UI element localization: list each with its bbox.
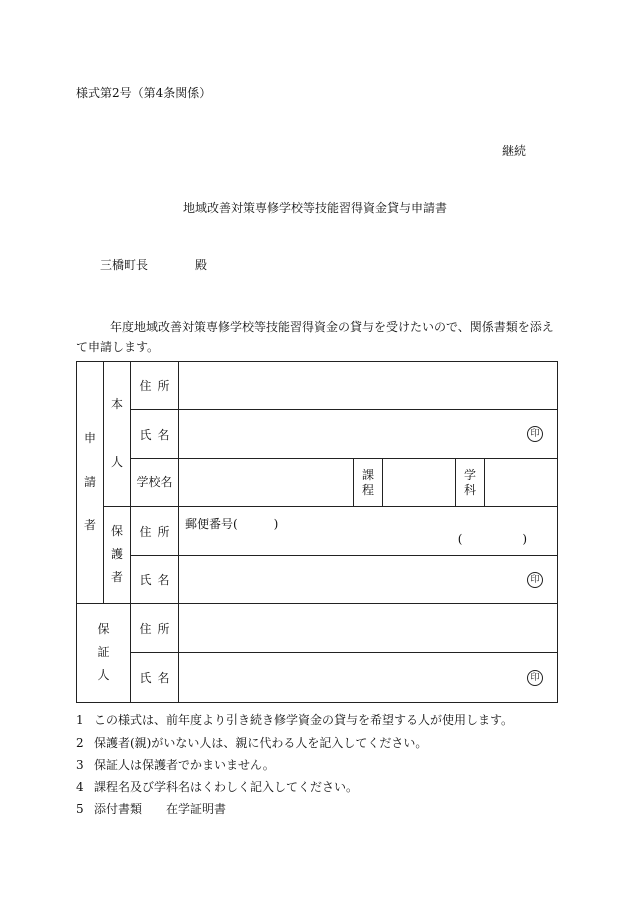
honorific: 殿 — [195, 258, 208, 272]
course-label: 課 程 — [354, 459, 383, 507]
guardian-address-label: 住所 — [131, 507, 179, 556]
document-title: 地域改善対策専修学校等技能習得資金貸与申請書 — [183, 201, 448, 215]
seal-mark: 印 — [527, 670, 543, 686]
note-item: 2 保護者(親)がいない人は、親に代わる人を記入してください。 — [76, 736, 428, 750]
note-item: 4 課程名及び学科名はくわしく記入してください。 — [76, 780, 359, 794]
guardian-name-label: 氏名 — [131, 556, 179, 604]
postal-code-label: 郵便番号( ) — [185, 517, 279, 531]
guarantor-name-field[interactable] — [179, 653, 558, 703]
note-item: 5 添付書類 在学証明書 — [76, 802, 227, 816]
guarantor-address-field[interactable] — [179, 604, 558, 653]
note-item: 1 この様式は、前年度より引き続き修学資金の貸与を希望する人が使用します。 — [76, 713, 514, 727]
note-item: 3 保証人は保護者でかまいません。 — [76, 758, 275, 772]
department-label: 学 科 — [456, 459, 485, 507]
guardian-label: 保 護 者 — [104, 507, 131, 604]
self-label: 本 人 — [104, 362, 131, 507]
guarantor-name-label: 氏名 — [131, 653, 179, 703]
guardian-address-field[interactable] — [179, 507, 558, 556]
guarantor-label: 保 証 人 — [77, 604, 131, 703]
application-form-table — [76, 361, 558, 703]
school-name-label: 学校名 — [131, 459, 179, 507]
self-name-field[interactable] — [179, 410, 558, 459]
seal-mark: 印 — [527, 426, 543, 442]
addressee: 三橋町長 — [100, 258, 149, 272]
applicant-label: 申 請 者 — [77, 362, 104, 604]
guarantor-address-label: 住所 — [131, 604, 179, 653]
body-text-line-1: 年度地域改善対策専修学校等技能習得資金の貸与を受けたいので、関係書類を添え — [110, 320, 554, 334]
form-number: 様式第2号（第4条関係） — [76, 86, 212, 100]
body-text-line-2: て申請します。 — [76, 340, 160, 354]
school-name-field[interactable] — [179, 459, 354, 507]
course-field[interactable] — [383, 459, 456, 507]
continue-label: 継続 — [502, 144, 527, 158]
self-address-label: 住所 — [131, 362, 179, 410]
seal-mark: 印 — [527, 572, 543, 588]
department-field[interactable] — [485, 459, 558, 507]
guardian-name-field[interactable] — [179, 556, 558, 604]
phone-parens: ( ) — [457, 532, 528, 546]
self-name-label: 氏名 — [131, 410, 179, 459]
self-address-field[interactable] — [179, 362, 558, 410]
